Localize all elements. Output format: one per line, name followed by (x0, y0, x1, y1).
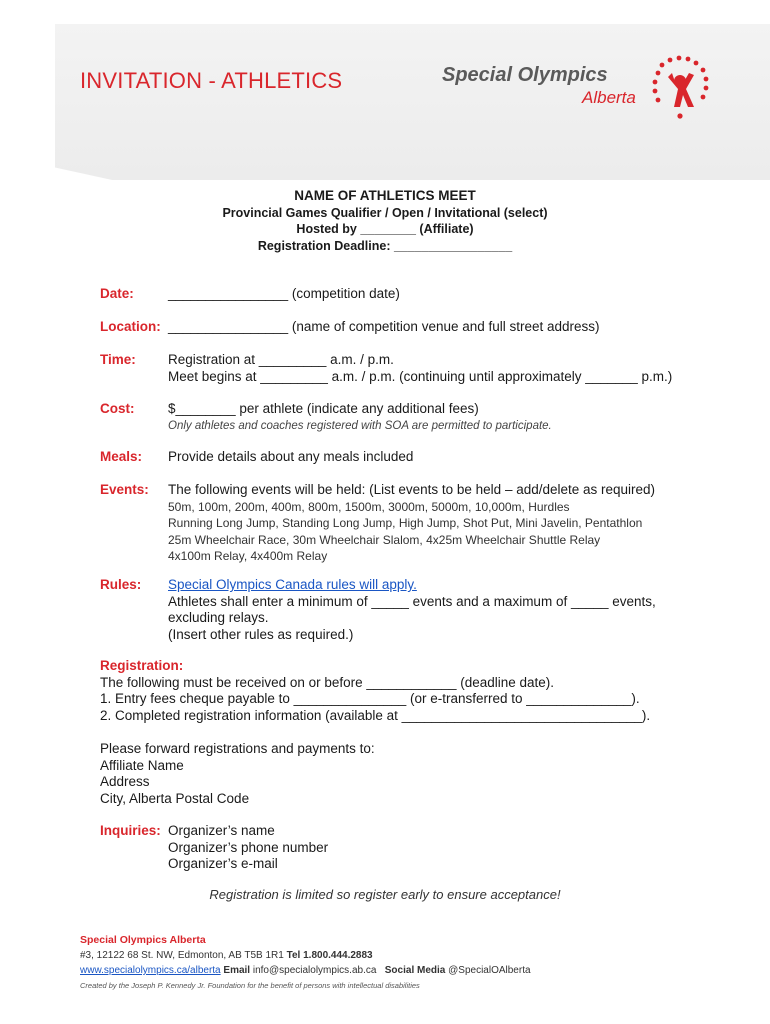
rules-label: Rules: (100, 577, 142, 592)
events-intro: The following events will be held: (List events to be held – add/delete as required) (168, 482, 656, 497)
footer-address-line (80, 948, 531, 963)
footer-email-label: Email (223, 965, 251, 976)
registration-section (100, 658, 700, 724)
cost-label: Cost: (100, 401, 135, 416)
meals-label: Meals: (100, 449, 143, 464)
cost-value: $________ per athlete (indicate any additional fees) (168, 401, 479, 416)
footer-address: #3, 12122 68 St. NW, Edmonton, AB T5B 1R1 (80, 950, 284, 961)
footer-social: @SpecialOAlberta (448, 965, 531, 976)
registration-heading: Registration: (100, 658, 184, 673)
footer-social-label: Social Media (384, 965, 446, 976)
hosted-by: Hosted by ________ (Affiliate) (296, 222, 474, 236)
registration-fees-line: 1. Entry fees cheque payable to _______________ (or e-transferred to ______________). (100, 691, 640, 706)
date-value: ________________ (competition date) (168, 286, 400, 301)
cost-note: Only athletes and coaches registered with SOA are permitted to participate. (168, 419, 552, 432)
location-value: ________________ (name of competition venue and full street address) (168, 319, 600, 334)
footer-website-link[interactable]: www.specialolympics.ca/alberta (80, 965, 221, 976)
meals-value: Provide details about any meals included (168, 449, 414, 464)
meet-name: NAME OF ATHLETICS MEET (294, 188, 476, 203)
logo-wordmark: Special Olympics (442, 64, 608, 86)
time-meet-begins: Meet begins at _________ a.m. / p.m. (continuing until approximately _______ p.m.) (168, 368, 673, 384)
forward-name: Affiliate Name (100, 757, 184, 773)
time-registration: Registration at _________ a.m. / p.m. (168, 352, 394, 367)
footer-tel-label: Tel (286, 950, 301, 961)
footer-contact-line (80, 963, 531, 978)
special-olympics-logo-icon (648, 55, 712, 121)
date-label: Date: (100, 286, 134, 301)
time-label: Time: (100, 352, 136, 367)
location-label: Location: (100, 319, 161, 334)
organizer-name: Organizer’s name (168, 823, 275, 838)
forward-section (100, 741, 700, 807)
footer-email: info@specialolympics.ab.ca (252, 965, 377, 976)
events-label: Events: (100, 482, 149, 497)
events-line: 25m Wheelchair Race, 30m Wheelchair Slalom, 4x25m Wheelchair Shuttle Relay (168, 532, 601, 547)
meet-intro (0, 188, 770, 254)
footer (80, 933, 531, 993)
events-line: 4x100m Relay, 4x400m Relay (168, 549, 328, 563)
footer-tel: 1.800.444.2883 (303, 950, 373, 961)
logo-region: Alberta (582, 88, 636, 107)
page-title: INVITATION - ATHLETICS (80, 68, 343, 93)
forward-intro: Please forward registrations and payments to: (100, 741, 375, 756)
events-line: Running Long Jump, Standing Long Jump, High Jump, Shot Put, Mini Javelin, Pentathlon (168, 516, 643, 530)
forward-address: Address (100, 774, 150, 789)
forward-city: City, Alberta Postal Code (100, 790, 250, 806)
closing-note: Registration is limited so register early to ensure acceptance! (209, 887, 561, 902)
organizer-phone: Organizer’s phone number (168, 839, 329, 855)
inquiries-label: Inquiries: (100, 823, 161, 838)
rules-other: (Insert other rules as required.) (168, 626, 354, 642)
rules-link[interactable]: Special Olympics Canada rules will apply. (168, 577, 417, 592)
rules-min-max: Athletes shall enter a minimum of _____ events and a maximum of _____ events, (168, 593, 656, 609)
meet-type: Provincial Games Qualifier / Open / Invitational (select) (222, 205, 548, 220)
rules-relays: excluding relays. (168, 610, 269, 625)
events-line: 50m, 100m, 200m, 400m, 800m, 1500m, 3000m, 5000m, 10,000m, Hurdles (168, 499, 570, 514)
footer-credit: Created by the Joseph P. Kennedy Jr. Foundation for the benefit of persons with intellectual disabilities (80, 981, 420, 990)
registration-deadline-line: The following must be received on or before ____________ (deadline date). (100, 674, 555, 690)
footer-org: Special Olympics Alberta (80, 934, 206, 946)
organizer-email: Organizer’s e-mail (168, 856, 278, 871)
registration-deadline: Registration Deadline: _________________ (257, 238, 513, 253)
registration-info-line: 2. Completed registration information (available at ________________________________). (100, 707, 651, 723)
